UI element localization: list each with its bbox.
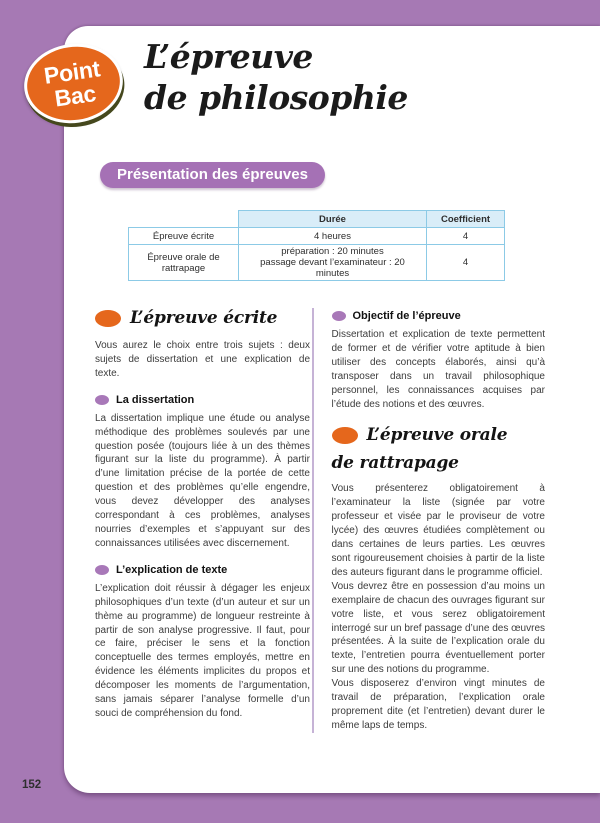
purple-bullet-icon (95, 395, 109, 405)
section-heading-epreuve-orale (332, 425, 546, 446)
table-row (129, 245, 505, 281)
subheading-label: La dissertation (116, 393, 195, 406)
row-label-epreuve-ecrite: Épreuve écrite (129, 228, 239, 245)
duree-column-header: Durée (239, 211, 427, 228)
orange-bullet-icon (95, 310, 121, 327)
oral-paragraph-2: Vous devrez être en possession d’au moins un exemplaire de chacun des ouvrages figurant sur votre liste, et vous serez obligatoirement interrogé sur un bref passage d’une des œuvres présentées. À la suite de l’explication orale du texte, l’entretien pourra éventuellement porter sur une des notions du programme. (331, 580, 545, 676)
purple-bullet-icon (332, 311, 346, 321)
column-divider (312, 308, 314, 733)
purple-bullet-icon (95, 565, 109, 575)
body-columns (95, 308, 545, 733)
subheading-label: L’explication de texte (116, 563, 228, 576)
coefficient-cell: 4 (427, 245, 505, 281)
presentation-banner: Présentation des épreuves (100, 162, 325, 188)
duree-cell-line1: préparation : 20 minutes (281, 246, 384, 257)
duree-cell: 4 heures (239, 228, 427, 245)
page-title-line1: L’épreuve (144, 37, 313, 76)
intro-paragraph: Vous aurez le choix entre trois sujets : deux sujets de dissertation et une explication de texte. (95, 340, 310, 379)
coefficient-cell: 4 (427, 228, 505, 245)
subheading-objectif (332, 310, 546, 322)
table-header-row (129, 211, 505, 228)
explication-paragraph: L’explication doit réussir à dégager les enjeux philosophiques d’un texte (d’un auteur et sur un thème au programme) de longueur restreinte à partir de son analyse progressive. Il faut, pour ce faire, préciser le sens et la fonction conceptuelle des termes employés, mettre en évidence les éléments implicites du propos et décomposer les moments de l’argumentation, sans jamais séparer l’analyse formelle d’un souci de compréhension du fond. (95, 582, 310, 719)
badge-label-line1: Point (42, 54, 102, 89)
page-title (144, 36, 408, 118)
section-heading-label-line1: L’épreuve orale (366, 425, 508, 446)
badge-label-line2: Bac (52, 79, 98, 112)
subheading-la-dissertation (95, 394, 310, 406)
subheading-label: Objectif de l’épreuve (352, 310, 461, 322)
oral-paragraph-1: Vous présenterez obligatoirement à l’examinateur la liste (signée par votre professeur et visée par le proviseur de votre lycée) des œuvres étudiées complètement ou dans certaines de leurs parties. Les œuvres sont rigoureusement choisies à partir de la liste des auteurs figurant dans le programme officiel. (331, 483, 545, 578)
right-column (332, 308, 546, 733)
table-empty-corner (129, 211, 239, 228)
exam-table (128, 210, 505, 281)
coefficient-column-header: Coefficient (427, 211, 505, 228)
subheading-explication-de-texte (95, 564, 310, 576)
section-heading-label-line2: de rattrapage (331, 453, 459, 474)
row-label-epreuve-orale: Épreuve orale de rattrapage (129, 245, 239, 281)
oral-paragraph-3: Vous disposerez d’environ vingt minutes de travail de préparation, l’explication orale proprement dite (et l’entretien) devant durer le même laps de temps. (331, 678, 545, 731)
objectif-paragraph: Dissertation et explication de texte permettent de former et de vérifier votre aptitude à bien utiliser des concepts élaborés, ainsi qu’à transposer dans un travail philosophique personnel, les connaissances acquises par l’étude des notions et des œuvres. (331, 329, 545, 410)
orange-bullet-icon (332, 427, 358, 444)
left-column (95, 308, 310, 733)
duree-cell-line2: passage devant l’examinateur : 20 minutes (260, 257, 405, 279)
section-heading-label: L’épreuve écrite (130, 308, 278, 328)
page-title-line2: de philosophie (144, 78, 408, 117)
dissertation-paragraph: La dissertation implique une étude ou analyse méthodique des problèmes soulevés par une question posée (toujours liée à un des thèmes figurant sur la liste du programme). À partir d’une limitation précise de la portée de cette question et des problèmes qu’elle engendre, vous devez développer des analyses correspondant à ces problèmes, analyses nourries d’exemples et s’appuyant sur des connaissances utilisées avec discernement. (95, 412, 310, 549)
section-heading-epreuve-ecrite (95, 308, 310, 329)
duree-cell (239, 245, 427, 281)
page-number: 152 (22, 779, 42, 791)
table-row (129, 228, 505, 245)
